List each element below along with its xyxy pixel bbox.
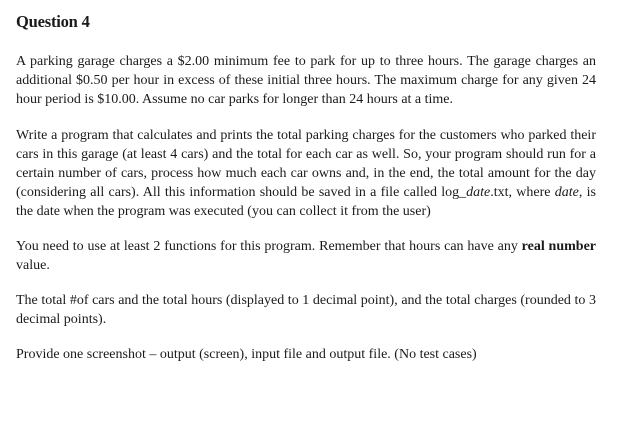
paragraph-problem-statement: A parking garage charges a $2.00 minimum fee to park for up to three hours. The garage charges an additional $0.50 per hour in excess of these initial three hours. The maximum charge for any given 24 hour period is $10.00. Assume no car parks for longer than 24 hours at a time. <box>16 54 596 107</box>
document <box>16 12 596 382</box>
question-title: Question 4 <box>16 12 90 31</box>
p2-text-before: Write a program that calculates and prints the total parking charges for the customers who parked their cars in this garage (at least 4 cars) and the total for each car as well. So, your program should run for a certain number of cars, process how much each car owns and, in the end, the total amount for the day (considering all cars). All this information should be saved in a file called log_ <box>16 128 596 200</box>
p2-text-after: , is the date when the program was executed (you can collect it from the user) <box>16 185 596 219</box>
paragraph-output-format: The total #of cars and the total hours (displayed to 1 decimal point), and the total charges (rounded to 3 decimal points). <box>16 293 596 327</box>
paragraph-functions-requirement <box>16 237 596 275</box>
paragraph-submission: Provide one screenshot – output (screen), input file and output file. (No test cases) <box>16 347 477 362</box>
p2-date-italic: date <box>466 185 491 200</box>
paragraph-program-requirements <box>16 126 596 221</box>
p2-date-italic-2: date <box>554 185 579 200</box>
p2-text-middle: .txt, where <box>490 185 555 200</box>
p3-text-after: value. <box>16 258 50 273</box>
p3-real-number-bold: real number <box>521 239 597 254</box>
p3-text-before: You need to use at least 2 functions for this program. Remember that hours can have any <box>16 239 522 254</box>
